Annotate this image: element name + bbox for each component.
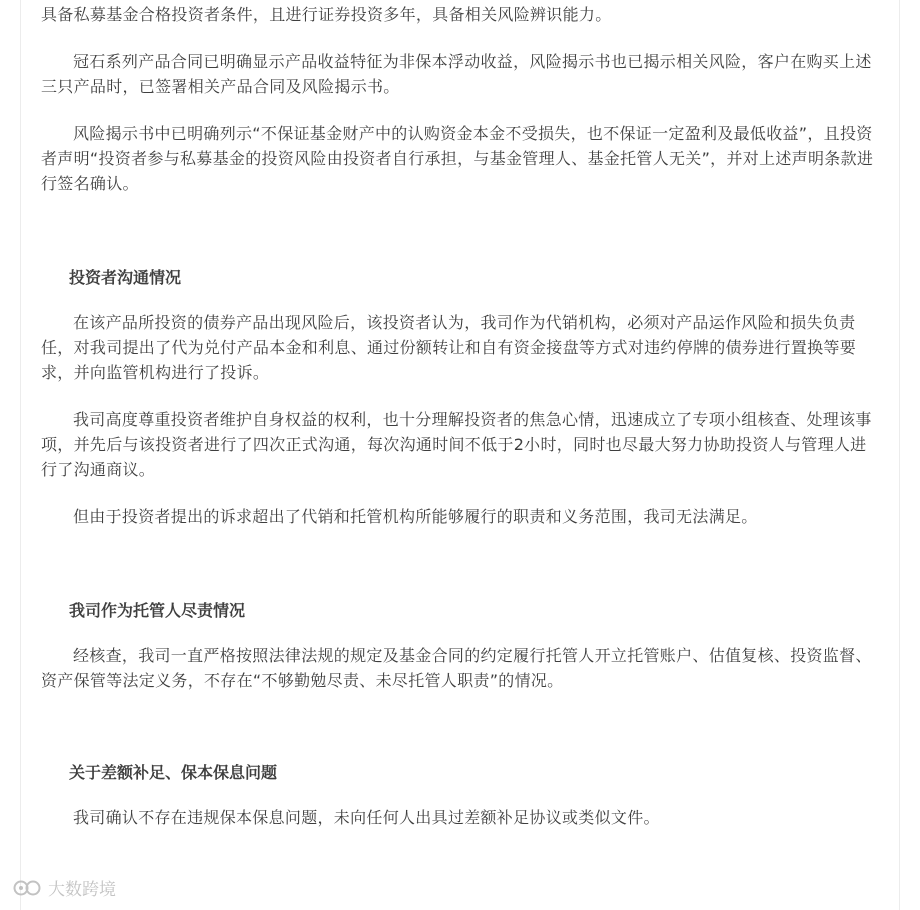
paragraph-custodian-duty: 经核查，我司一直严格按照法律法规的规定及基金合同的约定履行托管人开立托管账户、估值复核、投资监督、资产保管等法定义务，不存在“不够勤勉尽责、未尽托管人职责”的情况。 [41,646,872,690]
paragraph-cannot-satisfy: 但由于投资者提出的诉求超出了代销和托管机构所能够履行的职责和义务范围，我司无法满足。 [73,507,758,526]
section-heading-communication: 投资者沟通情况 [69,268,182,287]
right-border [899,0,900,910]
watermark [12,875,116,900]
watermark-text: 大数跨境 [48,880,116,900]
article-body [41,0,881,830]
logo-icon [12,879,44,897]
paragraph-complaint: 在该产品所投资的债券产品出现风险后，该投资者认为，我司作为代销机构，必须对产品运作风险和损失负责任，对我司提出了代为兑付产品本金和利息、通过份额转让和自有资金接盘等方式对违约停牌的债券进行置换等要求，并向监管机构进行了投诉。 [41,313,857,382]
paragraph-no-guarantee: 我司确认不存在违规保本保息问题，未向任何人出具过差额补足协议或类似文件。 [73,808,660,827]
paragraph-investor-qualification: 具备私募基金合格投资者条件，且进行证券投资多年，具备相关风险辨识能力。 [41,5,612,24]
section-heading-custodian: 我司作为托管人尽责情况 [69,601,246,620]
paragraph-risk-disclosure: 风险揭示书中已明确列示“不保证基金财产中的认购资金本金不受损失，也不保证一定盈利及最低收益”，且投资者声明“投资者参与私募基金的投资风险由投资者自行承担，与基金管理人、基金托管人无关”，并对上述声明条款进行签名确认。 [41,124,874,193]
section-heading-guarantee: 关于差额补足、保本保息问题 [69,763,278,782]
paragraph-product-contract: 冠石系列产品合同已明确显示产品收益特征为非保本浮动收益，风险揭示书也已揭示相关风险，客户在购买上述三只产品时，已签署相关产品合同及风险揭示书。 [41,52,872,96]
left-border [20,0,21,910]
paragraph-response: 我司高度尊重投资者维护自身权益的权利，也十分理解投资者的焦急心情，迅速成立了专项小组核查、处理该事项，并先后与该投资者进行了四次正式沟通，每次沟通时间不低于2小时，同时也尽最大努力协助投资人与管理人进行了沟通商议。 [41,410,872,479]
